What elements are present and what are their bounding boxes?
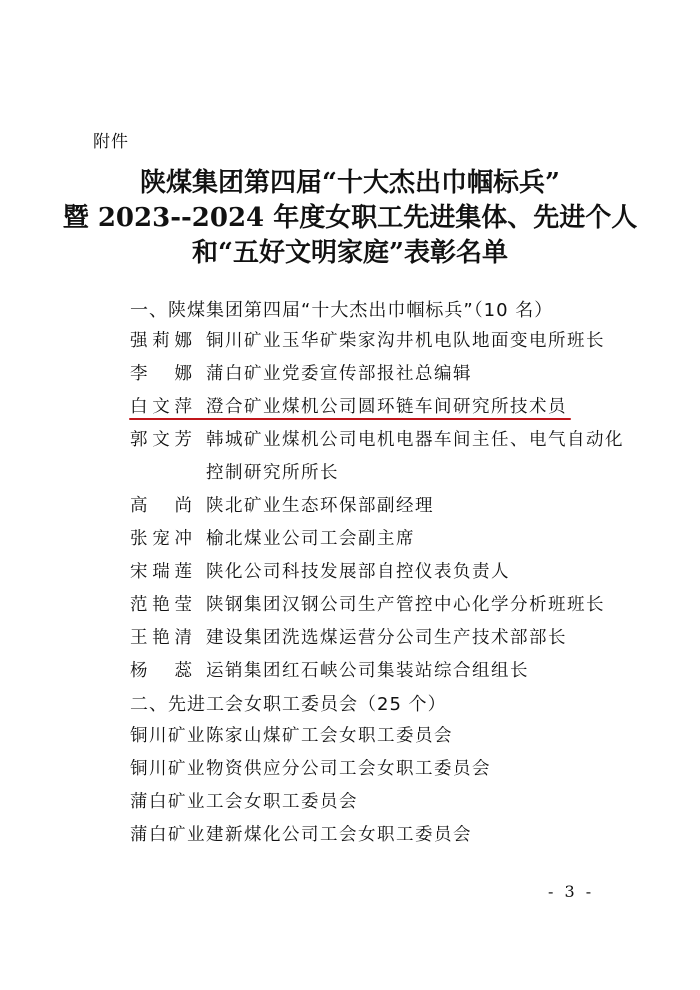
person-name: 范艳莹 <box>130 595 192 615</box>
page-number: - 3 - <box>548 882 595 901</box>
attachment-label: 附件 <box>93 132 129 152</box>
person-title: 铜川矿业玉华矿柴家沟井机电队地面变电所班长 <box>206 331 605 351</box>
list-item: 铜川矿业陈家山煤矿工会女职工委员会 <box>130 726 453 746</box>
person-title: 陕钢集团汉钢公司生产管控中心化学分析班班长 <box>206 595 605 615</box>
person-title: 澄合矿业煤机公司圆环链车间研究所技术员 <box>206 397 567 417</box>
section-2-heading: 二、先进工会女职工委员会（25 个） <box>130 694 447 715</box>
document-title-line-3: 和“五好文明家庭”表彰名单 <box>192 238 508 268</box>
person-title: 陕北矿业生态环保部副经理 <box>206 496 434 516</box>
list-item: 蒲白矿业建新煤化公司工会女职工委员会 <box>130 825 472 845</box>
person-title: 运销集团红石峡公司集装站综合组组长 <box>206 661 529 681</box>
person-name: 强莉娜 <box>130 331 192 351</box>
person-name: 王艳清 <box>130 628 192 648</box>
red-underline-annotation <box>129 418 571 420</box>
person-name: 宋瑞莲 <box>130 562 192 582</box>
person-title: 建设集团洗选煤运营分公司生产技术部部长 <box>206 628 567 648</box>
list-item: 铜川矿业物资供应分公司工会女职工委员会 <box>130 759 491 779</box>
section-1-heading: 一、陕煤集团第四届“十大杰出巾帼标兵”（10 名） <box>130 300 554 321</box>
person-title: 榆北煤业公司工会副主席 <box>206 529 415 549</box>
person-title-continuation: 控制研究所所长 <box>206 463 339 483</box>
person-name: 高尚 <box>130 496 192 516</box>
person-name: 李娜 <box>130 364 192 384</box>
person-name: 郭文芳 <box>130 430 192 450</box>
person-name: 白文萍 <box>130 397 192 417</box>
list-item: 蒲白矿业工会女职工委员会 <box>130 792 358 812</box>
person-title: 蒲白矿业党委宣传部报社总编辑 <box>206 364 472 384</box>
person-name: 张宠冲 <box>130 529 192 549</box>
person-title: 陕化公司科技发展部自控仪表负责人 <box>206 562 510 582</box>
person-name: 杨蕊 <box>130 661 192 681</box>
person-title: 韩城矿业煤机公司电机电器车间主任、电气自动化 <box>206 430 624 450</box>
document-title-line-1: 陕煤集团第四届“十大杰出巾帼标兵” <box>140 168 560 198</box>
document-title-line-2: 暨 2023--2024 年度女职工先进集体、先进个人 <box>62 203 638 233</box>
